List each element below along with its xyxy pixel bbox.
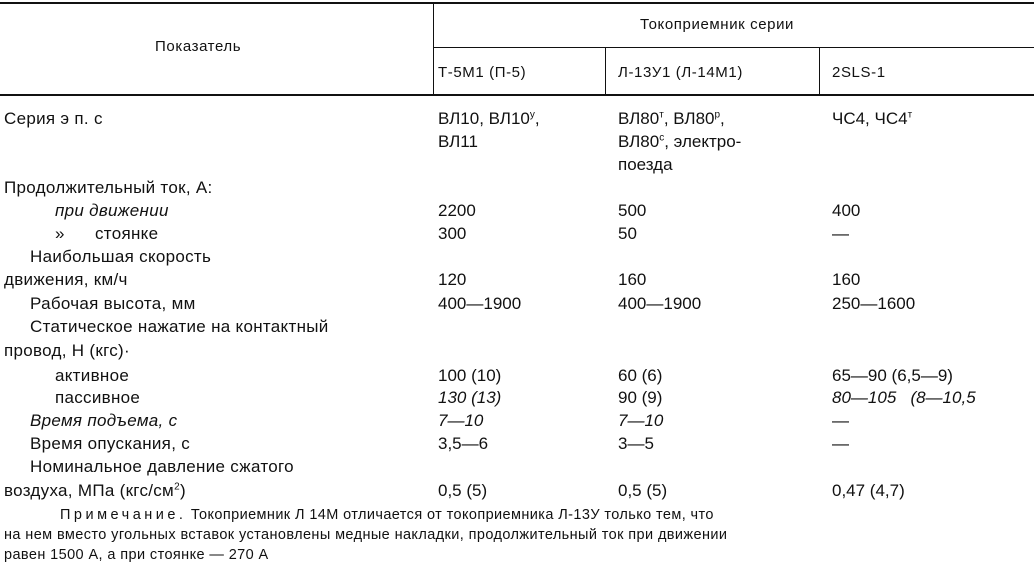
current-moving-t5m1: 2200 xyxy=(438,201,476,220)
current-standing-l13u1: 50 xyxy=(618,224,637,243)
column-header-indicator: Показатель xyxy=(155,38,242,55)
series-l13u1-line3: поезда xyxy=(618,155,673,174)
height-t5m1: 400—1900 xyxy=(438,294,522,313)
rise-t5m1: 7—10 xyxy=(438,411,484,430)
air-t5m1: 0,5 (5) xyxy=(438,481,488,500)
air-2sls1: 0,47 (4,7) xyxy=(832,481,905,500)
ditto-mark: » xyxy=(55,224,65,243)
current-standing-2sls1: — xyxy=(832,224,849,243)
row-label-static-pressure-2: провод, Н (кгс)· xyxy=(4,341,130,360)
header-group-rule xyxy=(433,47,1034,48)
rise-l13u1: 7—10 xyxy=(618,411,664,430)
series-t5m1-line2: ВЛ11 xyxy=(438,132,478,151)
lower-2sls1: — xyxy=(832,434,849,453)
active-l13u1: 60 (6) xyxy=(618,366,663,385)
header-col-divider-2 xyxy=(605,48,606,94)
row-label-max-speed-2: движения, км/ч xyxy=(4,270,128,289)
passive-2sls1: 80—105 (8—10,5 xyxy=(832,388,976,407)
current-standing-t5m1: 300 xyxy=(438,224,467,243)
speed-l13u1: 160 xyxy=(618,270,647,289)
row-label-static-pressure-1: Статическое нажатие на контактный xyxy=(30,317,329,336)
series-l13u1-line2: $ВЛ80^с$, электро- xyxy=(618,132,742,151)
passive-l13u1: 90 (9) xyxy=(618,388,663,407)
row-label-active: активное xyxy=(55,366,130,385)
series-t5m1-line1: ВЛ10, $ВЛ10^у$, xyxy=(438,109,540,128)
row-label-rise-time: Время подъема, с xyxy=(30,411,178,430)
footnote-line3: равен 1500 А, а при стоянке — 270 А xyxy=(4,547,269,563)
column-group-header: Токоприемник серии xyxy=(640,16,795,33)
row-label-max-speed-1: Наибольшая скорость xyxy=(30,247,212,266)
passive-t5m1: 130 (13) xyxy=(438,388,502,407)
header-col-divider-1 xyxy=(433,4,434,94)
row-label-current-standing: стоянке xyxy=(95,224,159,243)
row-label-lower-time: Время опускания, с xyxy=(30,434,191,453)
lower-t5m1: 3,5—6 xyxy=(438,434,489,453)
series-2sls1-line1: ЧС4, $ЧС4^т$ xyxy=(832,109,913,128)
column-header-l13u1: Л-13У1 (Л-14М1) xyxy=(618,64,743,81)
rise-2sls1: — xyxy=(832,411,849,430)
row-label-working-height: Рабочая высота, мм xyxy=(30,294,196,313)
row-label-air-pressure-2: воздуха, МПа $(кгс/см^2)$ xyxy=(4,481,186,500)
current-moving-2sls1: 400 xyxy=(832,201,861,220)
header-bottom-rule xyxy=(0,94,1034,96)
series-l13u1-line1: $ВЛ80^т$, $ВЛ80^р$, xyxy=(618,109,725,128)
table-top-rule xyxy=(0,2,1034,4)
current-moving-l13u1: 500 xyxy=(618,201,647,220)
active-t5m1: 100 (10) xyxy=(438,366,502,385)
footnote-title: Примечание. xyxy=(60,507,187,523)
height-2sls1: 250—1600 xyxy=(832,294,916,313)
air-l13u1: 0,5 (5) xyxy=(618,481,668,500)
header-col-divider-3 xyxy=(819,48,820,94)
speed-t5m1: 120 xyxy=(438,270,467,289)
footnote-line2: на нем вместо угольных вставок установлены медные накладки, продолжительный ток при движении xyxy=(4,527,728,543)
row-label-series: Серия э п. с xyxy=(4,109,103,128)
row-label-continuous-current: Продолжительный ток, А: xyxy=(4,178,213,197)
row-label-current-moving: при движении xyxy=(55,201,169,220)
column-header-t5m1: Т-5М1 (П-5) xyxy=(438,64,527,81)
height-l13u1: 400—1900 xyxy=(618,294,702,313)
footnote-line1: Примечание. Токоприемник Л 14М отличается от токоприемника Л-13У только тем, что xyxy=(60,507,714,523)
lower-l13u1: 3—5 xyxy=(618,434,654,453)
column-header-2sls1: 2SLS-1 xyxy=(832,64,886,81)
row-label-passive: пассивное xyxy=(55,388,141,407)
row-label-air-pressure-1: Номинальное давление сжатого xyxy=(30,457,294,476)
speed-2sls1: 160 xyxy=(832,270,861,289)
active-2sls1: 65—90 (6,5—9) xyxy=(832,366,953,385)
